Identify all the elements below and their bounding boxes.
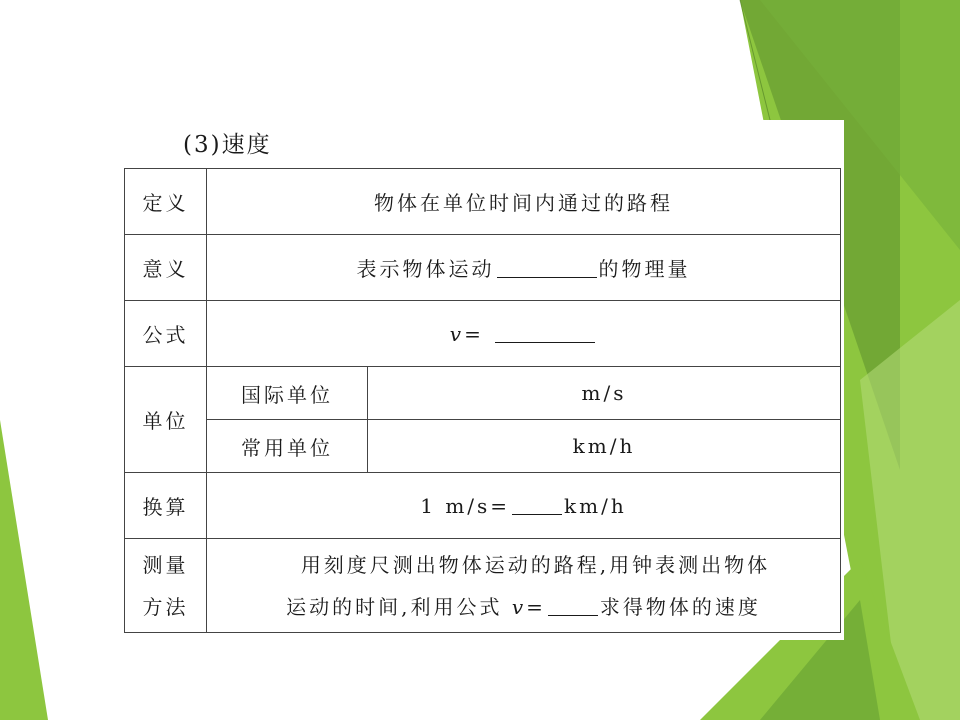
content-definition: 物体在单位时间内通过的路程	[207, 169, 841, 235]
row-measurement	[125, 539, 841, 633]
content-measurement	[207, 539, 841, 633]
content-meaning	[207, 235, 841, 301]
decor-left-triangle	[0, 420, 48, 720]
row-formula	[125, 301, 841, 367]
content-conversion	[207, 473, 841, 539]
si-unit-label: 国际单位	[207, 367, 368, 420]
formula-equals: =	[464, 322, 484, 346]
speed-table	[124, 168, 841, 633]
label-conversion: 换算	[125, 473, 207, 539]
measurement-line1-text: 用刻度尺测出物体运动的路程,用钟表测出物体	[300, 552, 771, 577]
section-heading: (3)速度	[183, 132, 272, 158]
conversion-left: 1 m/s=	[420, 494, 511, 518]
measurement-equals: =	[526, 594, 546, 619]
formula-blank	[495, 321, 595, 343]
content-formula	[207, 301, 841, 367]
common-unit-label: 常用单位	[207, 420, 368, 473]
label-measurement	[125, 539, 207, 633]
label-measurement-line1: 测量	[142, 552, 189, 577]
row-common-unit	[125, 420, 841, 473]
row-meaning	[125, 235, 841, 301]
measurement-blank	[548, 594, 598, 616]
measurement-line2-before: 运动的时间,利用公式	[286, 594, 503, 619]
measurement-line1	[207, 544, 840, 586]
label-meaning: 意义	[125, 235, 207, 301]
row-conversion	[125, 473, 841, 539]
measurement-variable: v	[511, 594, 527, 619]
measurement-line2	[207, 586, 840, 628]
conversion-right: km/h	[564, 494, 627, 518]
conversion-blank	[512, 493, 562, 515]
label-measurement-line2: 方法	[142, 594, 189, 619]
meaning-blank	[497, 256, 597, 278]
row-definition	[125, 169, 841, 235]
common-unit-value: km/h	[368, 420, 841, 473]
measurement-line2-after: 求得物体的速度	[599, 594, 761, 619]
label-formula: 公式	[125, 301, 207, 367]
label-units: 单位	[125, 367, 207, 473]
row-si-unit	[125, 367, 841, 420]
si-unit-value: m/s	[368, 367, 841, 420]
meaning-text-after: 的物理量	[598, 257, 691, 281]
meaning-text-before: 表示物体运动	[356, 257, 495, 281]
label-definition: 定义	[125, 169, 207, 235]
formula-variable: v	[449, 322, 465, 346]
